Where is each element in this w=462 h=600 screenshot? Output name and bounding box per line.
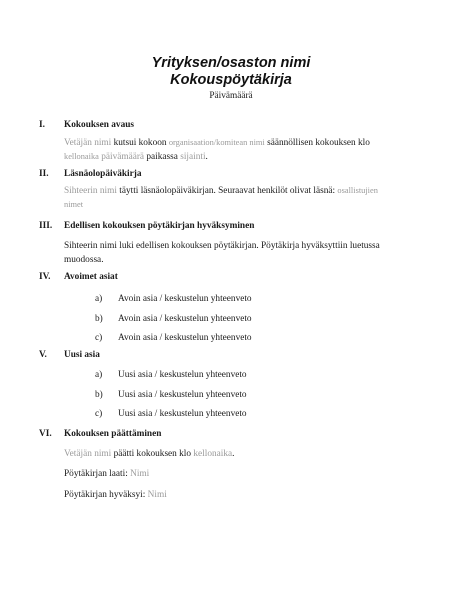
approver-label: Pöytäkirjan hyväksyi:: [64, 490, 148, 500]
placeholder-text: päivämäärä: [101, 152, 145, 162]
paragraph-line: [64, 136, 409, 150]
item-text: Avoin asia / keskustelun yhteenveto: [118, 314, 252, 324]
section-number: I.: [39, 120, 45, 130]
paragraph-line: [64, 198, 409, 212]
minutes-approver-line: [64, 488, 409, 502]
section-number: IV.: [39, 272, 51, 282]
item-letter: a): [95, 294, 103, 304]
item-text: Avoin asia / keskustelun yhteenveto: [118, 294, 252, 304]
placeholder-text: nimet: [64, 200, 84, 209]
approver-name: Nimi: [147, 490, 167, 500]
previous-minutes-paragraph: [64, 239, 409, 267]
document-title: Kokouspöytäkirja: [170, 72, 292, 88]
section-heading-opening: [39, 120, 134, 130]
placeholder-text: Vetäjän nimi: [64, 449, 112, 459]
item-text: Uusi asia / keskustelun yhteenveto: [118, 409, 247, 419]
placeholder-text: kellonaika: [193, 449, 233, 459]
section-heading-attendance: [39, 169, 142, 179]
section-title: Uusi asia: [64, 350, 100, 360]
attendance-paragraph: [64, 184, 409, 212]
section-number: II.: [39, 169, 49, 179]
section-title: Kokouksen avaus: [64, 120, 135, 130]
list-item: [95, 390, 247, 400]
list-item: [95, 333, 252, 343]
placeholder-text: Sihteerin nimi: [64, 186, 117, 196]
paragraph-text: säännöllisen kokouksen klo: [264, 138, 370, 148]
item-text: Uusi asia / keskustelun yhteenveto: [118, 370, 247, 380]
paragraph-line: [64, 184, 409, 198]
placeholder-text: kellonaika: [64, 152, 99, 161]
list-item: [95, 314, 252, 324]
section-title: Läsnäolopäiväkirja: [64, 169, 142, 179]
paragraph-line: Sihteerin nimi luki edellisen kokouksen pöytäkirjan. Pöytäkirja hyväksyttiin luetussa: [64, 241, 380, 251]
item-letter: c): [95, 333, 103, 343]
section-title: Edellisen kokouksen pöytäkirjan hyväksyminen: [64, 221, 255, 231]
list-item: [95, 409, 247, 419]
section-title: Avoimet asiat: [64, 272, 118, 282]
minutes-recorder-line: [64, 467, 409, 481]
recorder-name: Nimi: [130, 469, 150, 479]
section-number: VI.: [39, 429, 52, 439]
section-number: III.: [39, 221, 53, 231]
item-letter: b): [95, 314, 103, 324]
paragraph-text: .: [205, 152, 208, 162]
placeholder-text: organisaation/komitean nimi: [168, 138, 265, 147]
item-text: Uusi asia / keskustelun yhteenveto: [118, 390, 247, 400]
section-title: Kokouksen päättäminen: [64, 429, 162, 439]
item-letter: b): [95, 390, 103, 400]
section-heading-closing: [39, 429, 161, 439]
list-item: [95, 370, 247, 380]
date-field: Päivämäärä: [209, 91, 253, 101]
recorder-label: Pöytäkirjan laati:: [64, 469, 131, 479]
paragraph-line: muodossa.: [64, 255, 104, 265]
paragraph-text: kutsui kokoon: [111, 138, 169, 148]
section-number: V.: [39, 350, 47, 360]
placeholder-text: sijainti: [180, 152, 206, 162]
section-heading-open-issues: [39, 272, 118, 282]
item-letter: a): [95, 370, 103, 380]
section-heading-previous-minutes: [39, 221, 254, 231]
paragraph-text: täytti läsnäolopäiväkirjan. Seuraavat henkilöt olivat läsnä:: [116, 186, 338, 196]
placeholder-text: osallistujien: [337, 186, 378, 195]
item-text: Avoin asia / keskustelun yhteenveto: [118, 333, 252, 343]
company-title: Yrityksen/osaston nimi: [151, 55, 311, 71]
item-letter: c): [95, 409, 103, 419]
opening-paragraph: [64, 136, 409, 164]
paragraph-text: .: [232, 449, 235, 459]
paragraph-line: [64, 150, 409, 164]
paragraph-text: päätti kokouksen klo: [111, 449, 194, 459]
placeholder-text: Vetäjän nimi: [64, 138, 112, 148]
closing-paragraph: [64, 447, 409, 461]
list-item: [95, 294, 252, 304]
section-heading-new-issues: [39, 350, 100, 360]
paragraph-text: paikassa: [144, 152, 181, 162]
